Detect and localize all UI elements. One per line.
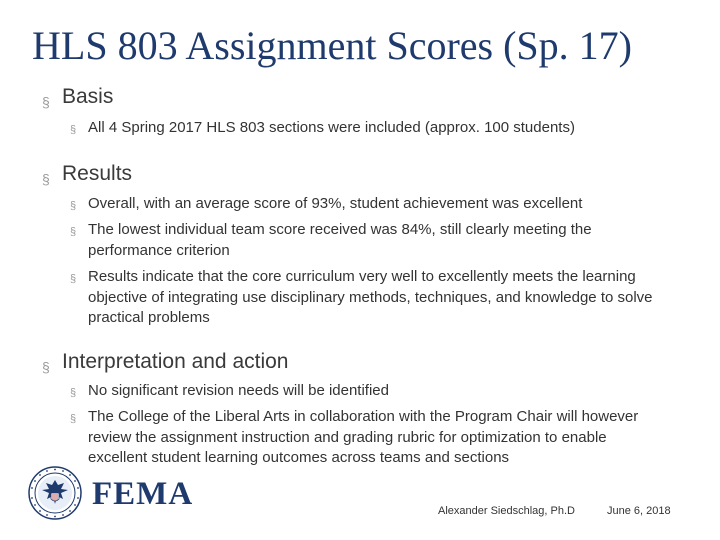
square-bullet-icon: §: [70, 124, 77, 136]
fema-logo-text: FEMA: [92, 476, 194, 512]
footer-date: June 6, 2018: [607, 505, 671, 517]
section-heading-label: Interpretation and action: [62, 349, 289, 373]
list-item-text: Overall, with an average score of 93%, student achievement was excellent: [88, 194, 583, 212]
footer-author: Alexander Siedschlag, Ph.D: [438, 505, 575, 517]
list-item-text: Results indicate that the core curriculum very well to excellently meets the learning objective of integrating use disciplinary methods, techniques, and knowledge to solve practical problems: [88, 268, 653, 326]
list-item: [70, 381, 668, 402]
list-item-text: The College of the Liberal Arts in collaboration with the Program Chair will however review the assignment instruction and grading rubric for optimization to enable excellent student learning outcomes across teams and sections: [88, 408, 639, 466]
list-item: [70, 194, 668, 215]
dhs-seal-icon: [28, 466, 82, 520]
list-item-text: The lowest individual team score received was 84%, still clearly meeting the performance criterion: [88, 221, 592, 259]
square-bullet-icon: §: [70, 273, 77, 285]
square-bullet-icon: §: [70, 199, 77, 212]
square-bullet-icon: §: [70, 386, 77, 399]
list-item-text: No significant revision needs will be identified: [88, 381, 389, 399]
list-item: [70, 407, 668, 469]
section-heading-interpretation: [42, 349, 682, 375]
square-bullet-icon: §: [70, 226, 77, 238]
list-item: [70, 267, 668, 329]
slide-content: [42, 84, 682, 469]
section-heading-label: Results: [62, 161, 133, 185]
section-heading-results: [42, 161, 682, 187]
slide-title: HLS 803 Assignment Scores (Sp. 17): [32, 23, 632, 68]
square-bullet-icon: §: [70, 413, 77, 425]
list-item: [70, 118, 668, 139]
section-heading-basis: [42, 84, 682, 110]
section-heading-label: Basis: [62, 85, 114, 108]
square-bullet-icon: §: [42, 94, 50, 110]
list-item-text: All 4 Spring 2017 HLS 803 sections were included (approx. 100 students): [88, 119, 575, 136]
square-bullet-icon: §: [42, 170, 50, 187]
list-item: [70, 220, 668, 261]
square-bullet-icon: §: [42, 358, 50, 375]
